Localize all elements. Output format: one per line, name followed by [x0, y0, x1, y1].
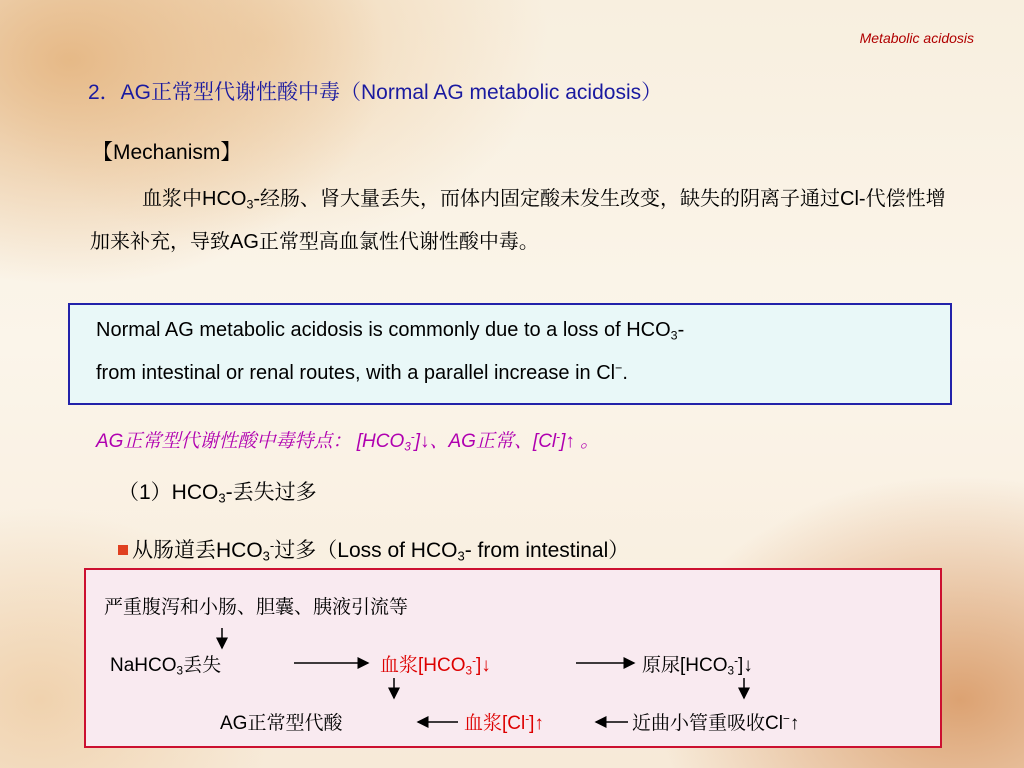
bullet-sub-2: 3 [457, 548, 465, 564]
bullet-line [118, 534, 629, 564]
diagram-reabsorb-cl [632, 708, 799, 735]
features-sup-2: - [556, 430, 561, 444]
bullet-text-c: - from intestinal） [464, 539, 630, 562]
english-line-2-tail: . [622, 361, 628, 384]
item1-sub: 3 [218, 490, 226, 506]
mechanism-heading: 【Mechanism】 [92, 141, 242, 164]
english-line-2-text: from intestinal or renal routes, with a parallel increase in Cl [96, 361, 616, 384]
section-item-1 [118, 476, 317, 506]
english-line-2-sup: − [615, 361, 623, 375]
para-text-1: 血浆中HCO [142, 188, 247, 210]
plasma-hco3-text: 血浆[HCO [380, 655, 466, 676]
features-line [96, 426, 599, 453]
english-line-1-text: Normal AG metabolic acidosis is commonly due to a loss of HCO [96, 319, 671, 341]
reabsorb-text: 近曲小管重吸收Cl [632, 713, 783, 734]
page-title: 2．AG正常型代谢性酸中毒（Normal AG metabolic acidosis） [88, 81, 663, 104]
plasma-cl-tail: ]↑ [529, 713, 544, 734]
diagram-cause: 严重腹泻和小肠、胆囊、胰液引流等 [104, 597, 409, 618]
english-line-1 [96, 319, 684, 342]
para-sub: 3 [246, 197, 254, 212]
item1-text-a: （1）HCO [118, 481, 219, 504]
features-text-c: ]↑ 。 [560, 431, 600, 452]
mechanism-diagram-box [84, 568, 942, 748]
nahco3-text: NaHCO [110, 655, 177, 676]
plasma-cl-sup: - [525, 712, 530, 726]
english-line-1-sub: 3 [670, 328, 678, 343]
diagram-plasma-hco3 [380, 650, 491, 677]
english-summary-box [68, 303, 952, 405]
bullet-sub: 3 [262, 548, 270, 564]
nahco3-sub: 3 [176, 664, 184, 678]
urine-hco3-sub: 3 [727, 664, 735, 678]
diagram-plasma-cl [464, 708, 544, 735]
diagram-ag-type: AG正常型代酸 [220, 713, 343, 734]
reabsorb-sup: − [782, 712, 790, 726]
bullet-square-icon [118, 545, 128, 555]
bullet-sup: - [269, 537, 275, 553]
urine-hco3-sup: - [734, 654, 738, 668]
diagram-nahco3-loss [110, 650, 221, 677]
bullet-text-a: 从肠道丢HCO [132, 539, 263, 562]
plasma-hco3-sub: 3 [465, 664, 473, 678]
english-line-1-tail: - [677, 319, 685, 341]
header-tag: Metabolic acidosis [859, 30, 974, 46]
features-sup: - [410, 430, 415, 444]
plasma-cl-text: 血浆[Cl [464, 713, 526, 734]
nahco3-loss-text: 丢失 [183, 655, 222, 676]
english-line-2 [96, 361, 628, 385]
plasma-hco3-sup: - [472, 654, 476, 668]
reabsorb-tail: ↑ [789, 713, 800, 734]
mechanism-paragraph [90, 180, 950, 261]
features-sub: 3 [404, 440, 411, 454]
urine-hco3-tail: ]↓ [737, 655, 753, 676]
diagram-urine-hco3 [642, 650, 753, 677]
urine-hco3-text: 原尿[HCO [642, 655, 728, 676]
features-text-b: ]↓、AG正常、[Cl [414, 431, 557, 452]
item1-text-b: -丢失过多 [225, 481, 317, 504]
para-text-2: -经肠、肾大量丢失，而体内固定酸未发生改变，缺失的阴离子通过Cl-代偿性增加来补充，导致AG正常型高血氯性代谢性酸中毒。 [90, 188, 946, 254]
features-text-a: AG正常型代谢性酸中毒特点： [HCO [96, 431, 405, 452]
plasma-hco3-tail: ]↓ [475, 655, 491, 676]
bullet-text-b: 过多（Loss of HCO [274, 539, 458, 562]
